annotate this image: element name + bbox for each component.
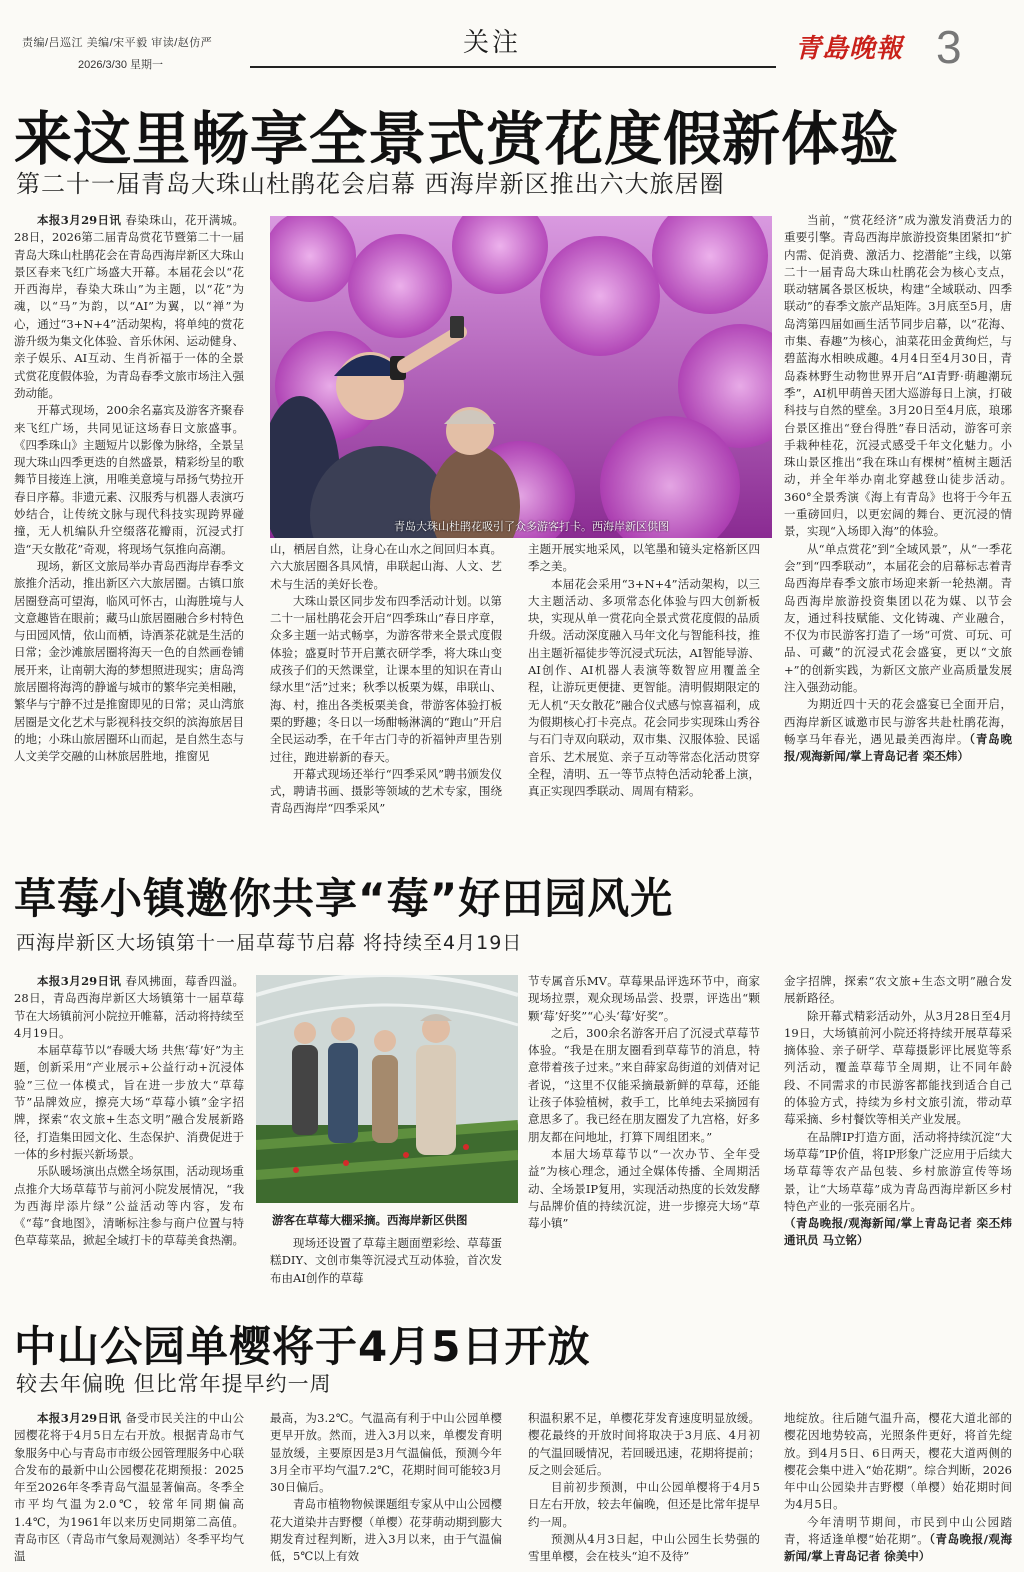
article1-headline: 来这里畅享全景式赏花度假新体验 <box>14 105 900 173</box>
article2-paragraph: 本届草莓节以“春暖大场 共焦‘莓’好”为主题，创新采用“产业展示+公益行动+沉浸体验”三位一体模式，旨在进一步放大“草莓节”品牌效应，擦亮大场“草莓小镇”金字招牌，探索“农文旅+生态文明”融合发展新路径，打造集田园文化、生态保护、消费促进于一体的乡村振兴新场景。 <box>14 1043 244 1161</box>
article1-photo <box>270 216 772 538</box>
article1-dateline: 本报3月29日讯 <box>37 213 122 227</box>
article3-paragraph: 地绽放。往后随气温升高，樱花大道北部的樱花因地势较高，光照条件更好，将首先绽放。到4月5日、6日两天，樱花大道两侧的樱花会集中进入“始花期”。综合判断，2026年中山公园染井吉野樱（单樱）始花期时间为4月5日。 <box>784 1411 1012 1512</box>
page-number: 3 <box>936 21 962 73</box>
article2-photo-caption: 游客在草莓大棚采摘。西海岸新区供图 <box>272 1213 468 1227</box>
article1-paragraph: 当前，“赏花经济”成为激发消费活力的重要引擎。青岛西海岸旅游投资集团紧扣“扩内需、促消费、激活力、挖潜能”主线，以第二十一届青岛大珠山杜鹃花会为核心支点，联动辖属各景区板块，构建“全域联动、四季联动”的春季文旅产品矩阵。3月底至5月，唐岛湾第四届如画生活节同步启幕，以“花海、市集、春趣”为核心，油菜花田金黄绚烂，与碧蓝海水相映成趣。4月4日至4月30日，青岛森林野生动物世界开启“AI青野·萌趣潮玩季”，AI机甲萌兽天团大巡游每日上演，打破科技与自然的壁垒。3月20日至4月底，琅琊台景区推出“登台得胜”春日活动，游客可亲手栽种桂花，沉浸式感受千年文化魅力。小珠山景区推出“我在珠山有棵树”植树主题活动，并全年举办南北穿越登山徒步活动。360°全景秀演《海上有青岛》也将于今年五一重磅回归，以更宏阔的舞台、更沉浸的情景，实现“入场即入海”的体验。 <box>784 213 1012 539</box>
article2-photo <box>256 975 518 1203</box>
article2-paragraph: 节专属音乐MV。草莓果品评选环节中，商家现场拉票，观众现场品尝、投票，评选出“颗颗‘莓’好奖”“心头‘莓’好奖”。 <box>528 974 760 1023</box>
article1-column-3 <box>528 541 760 856</box>
issue-date: 2026/3/30 星期一 <box>78 59 163 71</box>
article2-paragraph: 本届大场草莓节以“一次办节、全年受益”为核心理念，通过全媒体传播、全周期活动、全场景IP复用，实现活动热度的长效发酵与品牌价值的持续沉淀，进一步擦亮大场“草莓小镇” <box>528 1146 760 1231</box>
article2-paragraph: 现场还设置了草莓主题面塑彩绘、草莓蛋糕DIY、文创市集等沉浸式互动体验，首次发布由AI创作的草莓 <box>270 1236 502 1285</box>
article1-paragraph: 大珠山景区同步发布四季活动计划。以第二十一届杜鹃花会开启“四季珠山”春日序章，众多主题一站式畅享，为游客带来全景式度假体验；盛夏时节开启薰衣研学季，将大珠山变成孩子们的天然课堂，让课本里的知识在青山绿水里“活”过来；秋季以板栗为媒，串联山、海、村，推出各类板栗美食，带游客体验打板栗的野趣；冬日以一场酣畅淋漓的“跑山”开启全民运动季，在千年古门寺的祈福钟声里告别过往，跑进崭新的春天。 <box>270 593 502 764</box>
article1-subhead: 第二十一届青岛大珠山杜鹃花会启幕 西海岸新区推出六大旅居圈 <box>16 170 725 198</box>
article1-column-1 <box>14 212 244 852</box>
article2-column-2 <box>270 1235 502 1291</box>
article2-paragraph: 在品牌IP打造方面，活动将持续沉淀“大场草莓”IP价值，将IP形象广泛应用于后续大场草莓等农产品包装、乡村旅游宣传等场景，让“大场草莓”成为青岛西海岸新区乡村特色产业的一张亮丽名片。 <box>784 1129 1012 1213</box>
article3-paragraph: 预测从4月3日起，中山公园生长势强的雪里单樱，会在枝头“迫不及待” <box>528 1532 760 1564</box>
article2-paragraph: 除开幕式精彩活动外，从3月28日至4月19日，大场镇前河小院还将持续开展草莓采摘体验、亲子研学、草莓摄影评比展览等系列活动，覆盖草莓节全周期，让不同年龄段、不同需求的市民游客都能找到适合自己的体验方式，持续为乡村文旅引流，带动草莓采摘、乡村餐饮等相关产业发展。 <box>784 1008 1012 1127</box>
newspaper-logo: 青島晚報 <box>795 34 904 64</box>
article3-column-3 <box>528 1410 760 1570</box>
editor-credits: 责编/吕巡江 美编/宋平毅 审读/赵仿严 <box>22 37 213 49</box>
article3-paragraph: 积温积累不足，单樱花芽发育速度明显放缓。樱花最终的开放时间将取决于3月底、4月初的气温回暖情况，若回暖迅速，花期将提前；反之则会延后。 <box>528 1411 760 1477</box>
article3-byline: （青岛晚报/观海新闻/掌上青岛记者 徐美中） <box>784 1532 1012 1564</box>
article3-paragraph: 目前初步预测，中山公园单樱将于4月5日左右开放，较去年偏晚，但还是比常年提早约一周。 <box>528 1480 760 1529</box>
article1-paragraph: 开幕式现场，200余名嘉宾及游客齐聚春来飞红广场，共同见证这场春日文旅盛事。《四季珠山》主题短片以影像为脉络，全景呈现大珠山四季更迭的自然盛景，精彩纷呈的歌舞节目接连上演，用唯美意境与昂扬气势拉开春日序幕。非遗元素、汉服秀与机器人表演巧妙结合，让传统文脉与现代科技实现跨界碰撞，无人机编队升空缀落花瓣雨，沉浸式打造“天女散花”奇观，将现场气氛推向高潮。 <box>14 403 244 556</box>
article3-paragraph: 今年清明节期间，市民到中山公园踏青，将适逢单樱“始花期”。 <box>784 1514 1012 1547</box>
article1-paragraph: 从“单点赏花”到“全域风景”，从“一季花会”到“四季联动”，本届花会的启幕标志着青岛西海岸春季文旅市场迎来新一轮热潮。青岛西海岸旅游投资集团以花为媒、以节会友，通过科技赋能、文化铸魂、产业融合，不仅为市民游客打造了一场“可赏、可玩、可品、可藏”的沉浸式花会盛宴，更以“文旅+”的创新实践，为新区文旅产业高质量发展注入强劲动能。 <box>784 541 1012 695</box>
article2-paragraph: 之后，300余名游客开启了沉浸式草莓节体验。“我是在朋友圈看到草莓节的消息，特意带着孩子过来。”来自薛家岛街道的刘倩对记者说，“这里不仅能采摘最新鲜的草莓，还能让孩子体验植树，救手工，比单纯去采摘园有意思多了。我已经在朋友圈发了九宫格，好多朋友都在问地址，打算下周组团来。” <box>528 1025 760 1144</box>
article1-column-4 <box>784 212 1012 857</box>
article2-byline: （青岛晚报/观海新闻/掌上青岛记者 栾丕炜 通讯员 马立铭） <box>784 1216 1012 1248</box>
article1-paragraph: 山，栖居自然，让身心在山水之间回归本真。六大旅居圈各具风情，串联起山海、人文、艺术与生活的美好长卷。 <box>270 542 502 591</box>
article2-column-4 <box>784 973 1012 1291</box>
article3-column-2 <box>270 1410 502 1570</box>
article2-paragraph: 金字招牌，探索“农文旅+生态文明”融合发展新路径。 <box>784 974 1012 1006</box>
article1-photo-caption: 青岛大珠山杜鹃花吸引了众多游客打卡。西海岸新区供图 <box>394 520 669 533</box>
article2-column-3 <box>528 973 760 1291</box>
article3-paragraph: 备受市民关注的中山公园樱花将于4月5日左右开放。根据青岛市气象服务中心与青岛市市级公园管理服务中心联合发布的最新中山公园樱花花期预报：2025年至2026年冬季青岛气温显著偏高。冬季全市平均气温为2.0℃，较常年同期偏高1.4℃，为1961年以来历史同期第二高值。青岛市区（青岛市气象局观测站）冬季平均气温 <box>14 1411 244 1564</box>
article3-subhead: 较去年偏晚 但比常年提早约一周 <box>16 1372 332 1396</box>
article1-paragraph: 主题开展实地采风，以笔墨和镜头定格新区四季之美。 <box>528 542 760 574</box>
header-rule <box>250 66 776 68</box>
article3-dateline: 本报3月29日讯 <box>37 1411 122 1425</box>
azalea-photo-illustration <box>270 216 772 538</box>
article2-subhead: 西海岸新区大场镇第十一届草莓节启幕 将持续至4月19日 <box>16 932 523 954</box>
article3-column-1 <box>14 1410 244 1570</box>
article3-paragraph: 最高，为3.2℃。气温高有利于中山公园单樱更早开放。然而，进入3月以来，单樱发育明显放缓，主要原因是3月气温偏低，预测今年3月全市平均气温7.2℃，花期时间可能较3月30日偏后。 <box>270 1411 502 1495</box>
section-title: 关注 <box>463 27 522 57</box>
article2-paragraph: 春风拂面，莓香四溢。28日，青岛西海岸新区大场镇第十一届草莓节在大场镇前河小院拉开帷幕，活动将持续至4月19日。 <box>14 974 244 1040</box>
article1-column-2 <box>270 541 502 856</box>
article3-paragraph: 青岛市植物物候课题组专家从中山公园樱花大道染井吉野樱（单樱）花芽萌动期到膨大期发育过程判断，进入3月以来，由于气温偏低，5℃以上有效 <box>270 1497 502 1564</box>
article1-paragraph: 为期近四十天的花会盛宴已全面开启，西海岸新区诚邀市民与游客共赴杜鹃花海，畅享马年春光，遇见最美西海岸。 <box>784 697 1012 746</box>
article1-paragraph: 开幕式现场还举行“四季采风”聘书颁发仪式，聘请书画、摄影等领域的艺术专家，围绕青岛西海岸“四季采风” <box>270 766 502 816</box>
article3-column-4 <box>784 1410 1012 1570</box>
article1-paragraph: 现场，新区文旅局举办青岛西海岸春季文旅推介活动，推出新区六大旅居圈。古镇口旅居圈登高可望海，临风可怀古，山海胜境与人文意趣皆在眼前；藏马山旅居圈融合乡村特色与田园风情，依山而栖，诗酒茶花就是生活的日常；金沙滩旅居圈将海天一色的自然画卷铺展开来，让南朝大海的梦想照进现实；唐岛湾旅居圈将海湾的静谧与城市的繁华完美相融，繁华与宁静不过是推窗即见的日常；灵山湾旅居圈是文化艺术与影视科技交织的滨海旅居目的地；小珠山旅居圈环山而起，是自然生态与人文美学交融的山林旅居胜地，推窗见 <box>14 558 244 764</box>
article1-byline: （青岛晚报/观海新闻/掌上青岛记者 栾丕炜） <box>784 731 1012 764</box>
article1-paragraph: 本届花会采用“3+N+4”活动架构，以三大主题活动、多项常态化体验与四大创新板块，实现从单一赏花向全景式赏花度假的品质升级。活动深度融入马年文化与智能科技，推出主题祈福徒步等沉浸式玩法，AI智能导游、AI创作、AI机器人表演等数智应用覆盖全程，让游玩更便捷、更智能。清明假期限定的无人机“天女散花”融合仪式感与惊喜福利，成为假期核心打卡亮点。花会同步实现珠山秀谷与石门寺双向联动，双市集、汉服体验、民谣音乐、艺术展览、亲子互动等常态化活动贯穿全程，清明、五一等节点特色活动轮番上演，真正实现四季联动、周周有精彩。 <box>528 576 760 799</box>
strawberry-greenhouse-illustration <box>256 975 518 1203</box>
article2-dateline: 本报3月29日讯 <box>37 974 122 988</box>
article2-column-1 <box>14 973 244 1291</box>
article1-paragraph: 春染珠山，花开满城。28日，2026第二届青岛赏花节暨第二十一届青岛大珠山杜鹃花会在青岛西海岸新区大珠山景区春来飞红广场盛大开幕。本届花会以“花开西海岸，春染大珠山”为主题，以“花”为魂，以“马”为韵，以“AI”为翼，以“禅”为心，通过“3+N+4”活动架构，将单纯的赏花游升级为集文化体验、音乐休闲、运动健身、亲子娱乐、AI互动、生肖祈福于一体的全景式赏花度假体验，为青岛春季文旅市场注入强劲动能。 <box>14 213 244 400</box>
article2-headline: 草莓小镇邀你共享“莓”好田园风光 <box>14 874 674 923</box>
article3-headline: 中山公园单樱将于4月5日开放 <box>14 1322 591 1371</box>
article2-paragraph: 乐队暖场演出点燃全场氛围，活动现场重点推介大场草莓节与前河小院发展情况，“我为西海岸添片绿”公益活动等内容，发布《“莓”食地图》，清晰标注参与商户位置与特色草莓菜品，掀起全域打卡的草莓美食热潮。 <box>14 1164 244 1248</box>
